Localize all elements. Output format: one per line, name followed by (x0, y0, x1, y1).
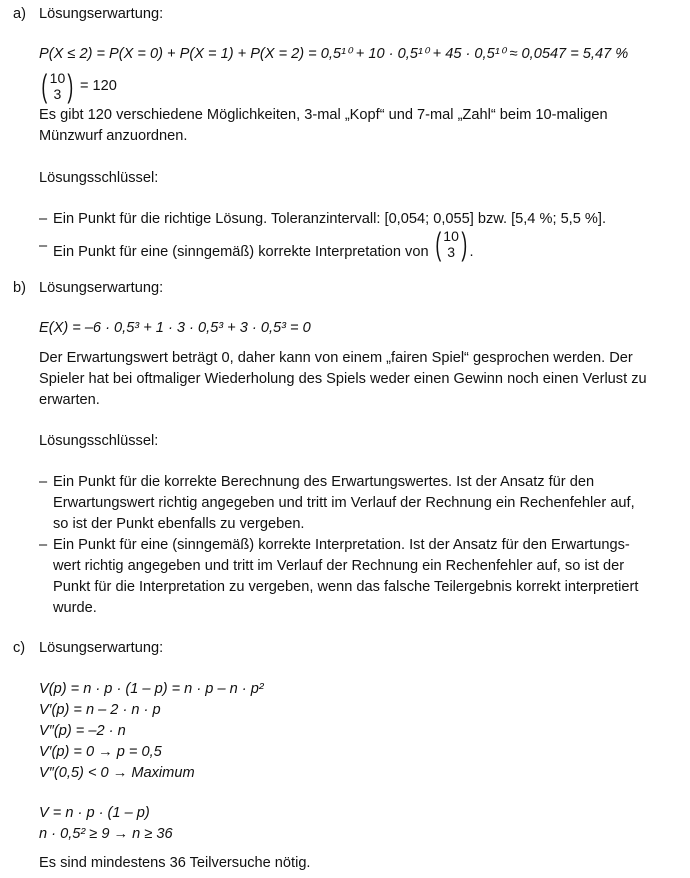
binomial-coefficient: ( 10 3 ) (435, 226, 468, 262)
part-b-bullet-1-line-1: Ein Punkt für die korrekte Berechnung des Erwartungswertes. Ist der Ansatz für den (53, 474, 595, 490)
part-b-bullet-2-line-4: wurde. (53, 600, 97, 616)
binom-bottom: 3 (53, 86, 62, 102)
binomial-coefficient: ( 10 3 ) (41, 68, 74, 104)
bullet-dash: – (39, 537, 48, 553)
part-c-eq-6: V = n · p · (1 – p) (39, 805, 150, 821)
part-b-label: b) (13, 280, 26, 296)
part-c-eq-7: n · 0,5² ≥ 9 → n ≥ 36 (39, 826, 173, 842)
part-b-key-heading: Lösungsschlüssel: (39, 433, 159, 449)
binom-bottom: 3 (447, 244, 455, 260)
binom-top: 10 (49, 70, 66, 86)
bullet-dash: – (39, 211, 48, 227)
part-c-eq-5: V″(0,5) < 0 → Maximum (39, 765, 195, 781)
part-b-bullet-2-line-3: Punkt für die Interpretation zu vergeben, wenn das falsche Teilergebnis korrekt interpretiert (53, 579, 639, 595)
part-b-text-1: Der Erwartungswert beträgt 0, daher kann von einem „fairen Spiel“ gesprochen werden. Der (39, 350, 633, 366)
part-c-eq-3: V″(p) = –2 · n (39, 723, 126, 739)
part-a-key-heading: Lösungsschlüssel: (39, 170, 159, 186)
bullet-dash: – (39, 474, 48, 490)
part-c-eq-2: V′(p) = n – 2 · n · p (39, 702, 161, 718)
part-a-bullet-2-line (53, 228, 474, 260)
part-b-bullet-2-line-1: Ein Punkt für eine (sinngemäß) korrekte Interpretation. Ist der Ansatz für den Erwartungs- (53, 537, 630, 553)
part-b-text-2: Spieler hat bei oftmaliger Wiederholung des Spiels weder einen Gewinn noch einen Verlust zu (39, 371, 647, 387)
part-b-text-3: erwarten. (39, 392, 100, 408)
part-c-eq-4: V′(p) = 0 → p = 0,5 (39, 744, 162, 760)
part-c-eq-1: V(p) = n · p · (1 – p) = n · p – n · p² (39, 681, 264, 697)
part-a-label: a) (13, 6, 26, 22)
part-a-bullet-1: Ein Punkt für die richtige Lösung. Toleranzintervall: [0,054; 0,055] bzw. [5,4 %; 5,5 %]. (53, 211, 606, 227)
part-a-bullet-2-end: . (469, 243, 474, 260)
binom-result: = 120 (79, 77, 117, 94)
part-a-text-1: Es gibt 120 verschiedene Möglichkeiten, 3-mal „Kopf“ und 7-mal „Zahl“ beim 10-maligen (39, 107, 608, 123)
part-b-bullet-2-line-2: wert richtig angegeben und tritt im Verlauf der Rechnung ein Rechenfehler auf, so ist der (53, 558, 625, 574)
part-a-text-2: Münzwurf anzuordnen. (39, 128, 188, 144)
part-c-heading: Lösungserwartung: (39, 640, 164, 656)
bullet-dash: – (39, 238, 48, 254)
part-a-heading: Lösungserwartung: (39, 6, 164, 22)
binom-top: 10 (443, 228, 459, 244)
part-a-formula: P(X ≤ 2) = P(X = 0) + P(X = 1) + P(X = 2) = 0,5¹⁰ + 10 · 0,5¹⁰ + 45 · 0,5¹⁰ ≈ 0,0547 = 5,47 % (39, 46, 629, 62)
part-a-bullet-2: Ein Punkt für eine (sinngemäß) korrekte Interpretation von (53, 243, 429, 260)
part-b-bullet-1-line-2: Erwartungswert richtig angegeben und tritt im Verlauf der Rechnung ein Rechenfehler auf, (53, 495, 635, 511)
part-b-formula: E(X) = –6 · 0,5³ + 1 · 3 · 0,5³ + 3 · 0,5³ = 0 (39, 320, 311, 336)
part-a-binom-line (39, 70, 117, 102)
part-b-heading: Lösungserwartung: (39, 280, 164, 296)
part-c-conclusion: Es sind mindestens 36 Teilversuche nötig. (39, 855, 311, 871)
part-c-label: c) (13, 640, 26, 656)
part-b-bullet-1-line-3: so ist der Punkt ebenfalls zu vergeben. (53, 516, 305, 532)
